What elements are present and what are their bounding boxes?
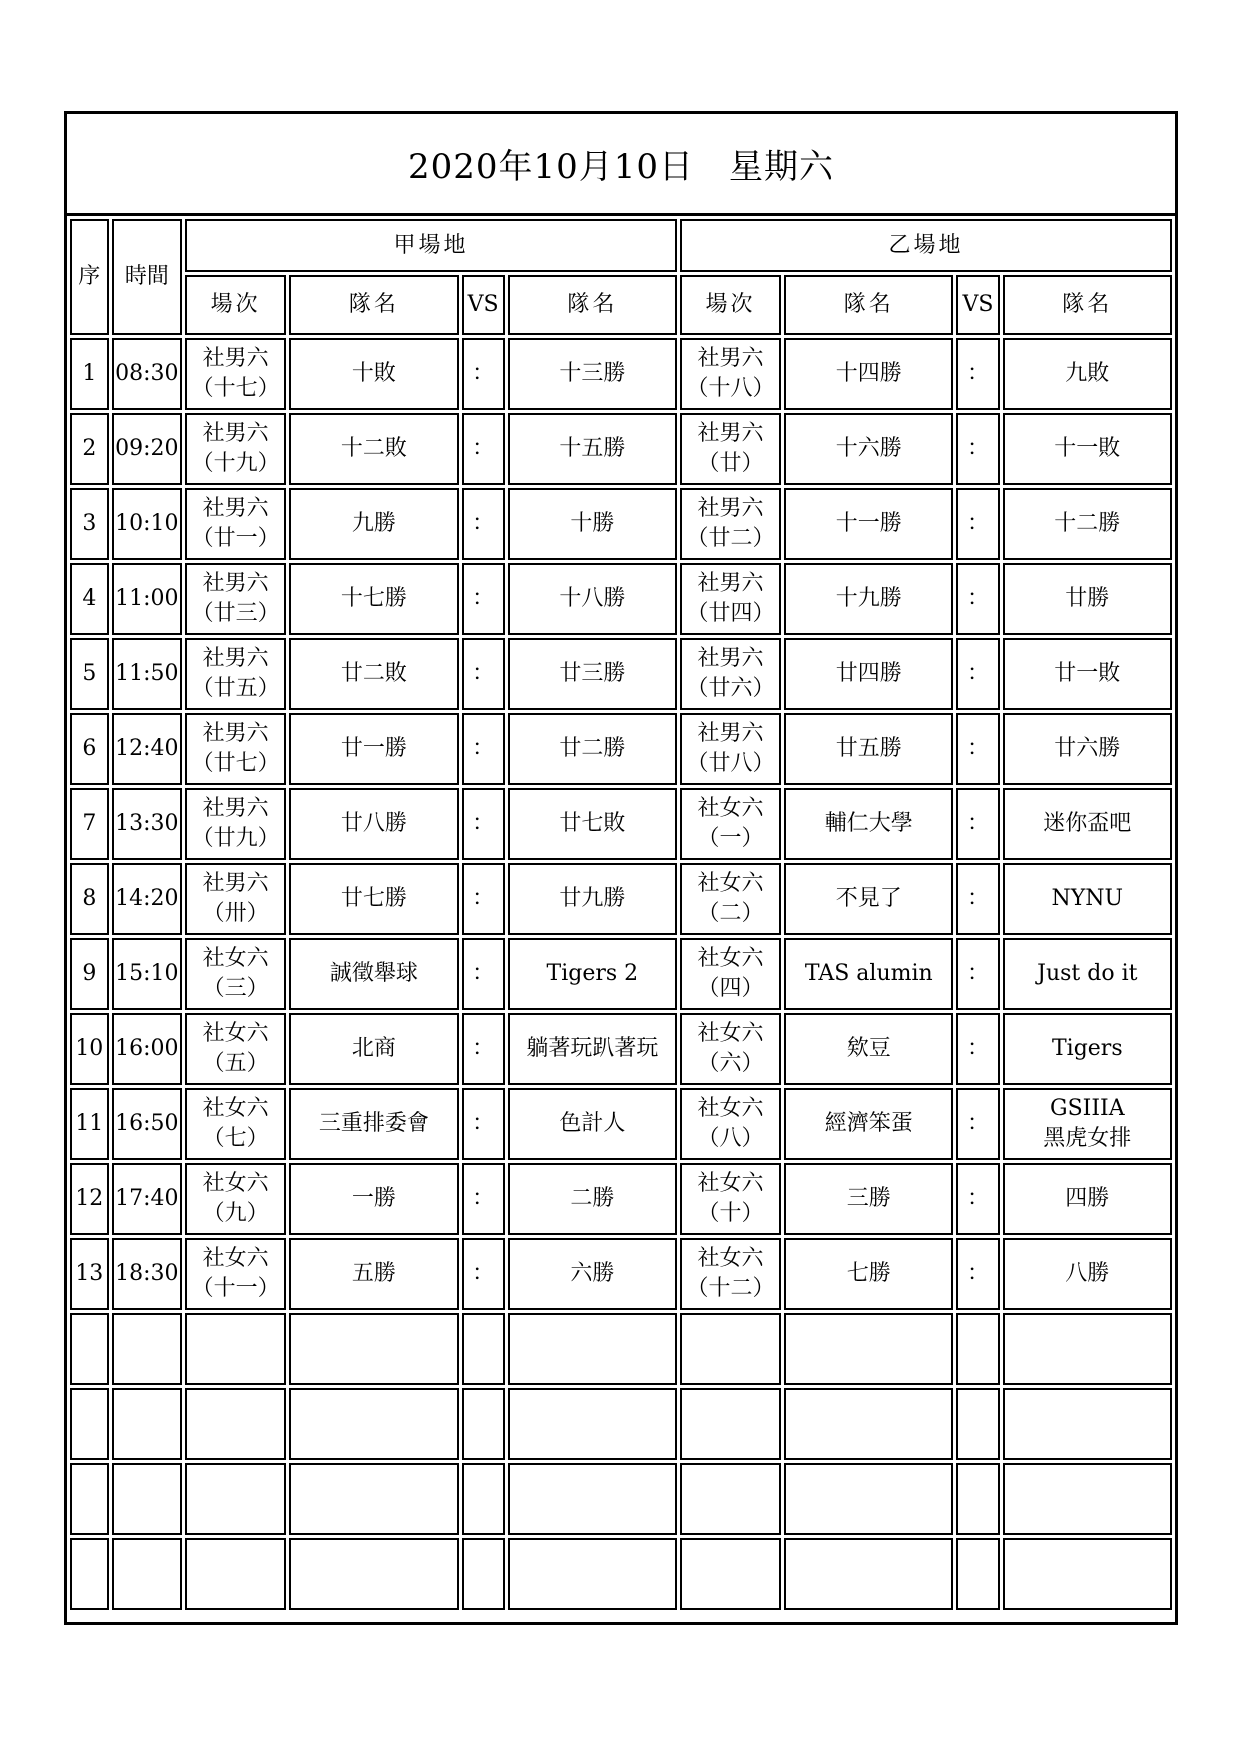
venue-b-separator: ： — [956, 1238, 999, 1310]
venue-b-team1: 十一勝 — [784, 488, 953, 560]
venue-a-team2: 十五勝 — [508, 413, 677, 485]
empty-cell — [462, 1538, 505, 1610]
header-b-match: 場次 — [680, 275, 781, 335]
venue-b-team2: 迷你盃吧 — [1003, 788, 1172, 860]
empty-cell — [956, 1313, 999, 1385]
venue-b-separator: ： — [956, 713, 999, 785]
empty-cell — [185, 1313, 286, 1385]
venue-b-team1: 三勝 — [784, 1163, 953, 1235]
header-row-venues — [70, 219, 1172, 272]
empty-cell — [289, 1388, 458, 1460]
match-division: 社女六 — [202, 1021, 269, 1047]
venue-b-separator: ： — [956, 1088, 999, 1160]
empty-cell — [508, 1313, 677, 1385]
row-time: 16:50 — [112, 1088, 182, 1160]
match-division: 社男六 — [202, 646, 269, 672]
venue-a-match — [185, 563, 286, 635]
empty-cell — [185, 1463, 286, 1535]
match-number: （十二） — [686, 1276, 775, 1301]
empty-cell — [956, 1388, 999, 1460]
row-time: 11:00 — [112, 563, 182, 635]
table-row — [70, 1163, 1172, 1235]
header-a-team2: 隊名 — [508, 275, 677, 335]
venue-a-team2: Tigers 2 — [508, 938, 677, 1010]
match-number: （廿六） — [686, 676, 775, 701]
match-division: 社女六 — [697, 1246, 764, 1272]
schedule-sheet — [64, 111, 1178, 1625]
venue-a-team2: 六勝 — [508, 1238, 677, 1310]
match-division: 社男六 — [697, 721, 764, 747]
empty-cell — [784, 1463, 953, 1535]
row-seq: 12 — [70, 1163, 109, 1235]
match-number: （五） — [202, 1051, 269, 1076]
row-time: 18:30 — [112, 1238, 182, 1310]
venue-b-match — [680, 1013, 781, 1085]
empty-cell — [112, 1388, 182, 1460]
empty-cell — [784, 1313, 953, 1385]
empty-cell — [185, 1538, 286, 1610]
match-division: 社女六 — [697, 1171, 764, 1197]
empty-cell — [462, 1463, 505, 1535]
empty-row — [70, 1463, 1172, 1535]
header-a-vs: VS — [462, 275, 505, 335]
row-time: 08:30 — [112, 338, 182, 410]
venue-a-team2: 二勝 — [508, 1163, 677, 1235]
empty-cell — [680, 1463, 781, 1535]
match-division: 社男六 — [202, 496, 269, 522]
venue-b-team1: TAS alumin — [784, 938, 953, 1010]
venue-a-separator: ： — [462, 563, 505, 635]
venue-b-separator: ： — [956, 863, 999, 935]
empty-cell — [1003, 1313, 1172, 1385]
venue-a-team1: 三重排委會 — [289, 1088, 458, 1160]
venue-b-match — [680, 638, 781, 710]
row-seq: 10 — [70, 1013, 109, 1085]
venue-b-team1: 十六勝 — [784, 413, 953, 485]
venue-a-separator: ： — [462, 938, 505, 1010]
venue-b-team2: 九敗 — [1003, 338, 1172, 410]
empty-cell — [1003, 1463, 1172, 1535]
venue-a-team1: 十敗 — [289, 338, 458, 410]
venue-a-team1: 五勝 — [289, 1238, 458, 1310]
table-row — [70, 488, 1172, 560]
row-time: 17:40 — [112, 1163, 182, 1235]
venue-a-separator: ： — [462, 488, 505, 560]
row-seq: 6 — [70, 713, 109, 785]
row-time: 15:10 — [112, 938, 182, 1010]
venue-a-team2: 躺著玩趴著玩 — [508, 1013, 677, 1085]
venue-a-separator: ： — [462, 788, 505, 860]
venue-b-match — [680, 413, 781, 485]
match-number: （十） — [697, 1201, 764, 1226]
venue-b-separator: ： — [956, 488, 999, 560]
empty-cell — [784, 1538, 953, 1610]
empty-cell — [70, 1313, 109, 1385]
table-row — [70, 1088, 1172, 1160]
empty-cell — [112, 1463, 182, 1535]
match-division: 社男六 — [697, 421, 764, 447]
match-division: 社男六 — [202, 421, 269, 447]
match-division: 社女六 — [202, 1246, 269, 1272]
venue-b-separator: ： — [956, 938, 999, 1010]
venue-a-match — [185, 338, 286, 410]
table-row — [70, 863, 1172, 935]
match-division: 社女六 — [202, 1171, 269, 1197]
header-a-team1: 隊名 — [289, 275, 458, 335]
venue-a-team1: 廿一勝 — [289, 713, 458, 785]
venue-a-team1: 十七勝 — [289, 563, 458, 635]
venue-a-separator: ： — [462, 1013, 505, 1085]
venue-a-match — [185, 413, 286, 485]
row-seq: 4 — [70, 563, 109, 635]
team-name-line: GSIIIA — [1050, 1096, 1125, 1122]
empty-cell — [1003, 1388, 1172, 1460]
header-venue-b: 乙場地 — [680, 219, 1172, 272]
match-number: （十九） — [191, 451, 280, 476]
match-number: （一） — [697, 826, 764, 851]
table-row — [70, 563, 1172, 635]
venue-b-team1: 廿四勝 — [784, 638, 953, 710]
venue-a-team2: 十八勝 — [508, 563, 677, 635]
match-number: （九） — [202, 1201, 269, 1226]
empty-cell — [680, 1538, 781, 1610]
empty-cell — [508, 1538, 677, 1610]
venue-a-team1: 九勝 — [289, 488, 458, 560]
venue-a-separator: ： — [462, 413, 505, 485]
empty-row — [70, 1313, 1172, 1385]
match-number: （廿四） — [686, 601, 775, 626]
empty-cell — [70, 1388, 109, 1460]
match-number: （七） — [202, 1126, 269, 1151]
empty-cell — [289, 1313, 458, 1385]
page-title: 2020年10月10日 星期六 — [67, 114, 1175, 216]
venue-a-team2: 色計人 — [508, 1088, 677, 1160]
venue-a-team1: 廿七勝 — [289, 863, 458, 935]
match-number: （六） — [697, 1051, 764, 1076]
venue-b-match — [680, 938, 781, 1010]
venue-b-match — [680, 1238, 781, 1310]
row-seq: 2 — [70, 413, 109, 485]
venue-b-team2: 八勝 — [1003, 1238, 1172, 1310]
match-division: 社女六 — [697, 796, 764, 822]
venue-b-team2: Tigers — [1003, 1013, 1172, 1085]
match-number: （二） — [697, 901, 764, 926]
match-number: （卅） — [202, 901, 269, 926]
table-row — [70, 638, 1172, 710]
header-row-columns — [70, 275, 1172, 335]
empty-cell — [185, 1388, 286, 1460]
venue-b-match — [680, 563, 781, 635]
row-time: 16:00 — [112, 1013, 182, 1085]
venue-a-separator: ： — [462, 338, 505, 410]
match-number: （三） — [202, 976, 269, 1001]
empty-cell — [289, 1463, 458, 1535]
venue-b-match — [680, 788, 781, 860]
match-division: 社女六 — [697, 1096, 764, 1122]
empty-cell — [70, 1538, 109, 1610]
venue-b-team2: 四勝 — [1003, 1163, 1172, 1235]
empty-cell — [289, 1538, 458, 1610]
table-row — [70, 788, 1172, 860]
empty-cell — [680, 1313, 781, 1385]
venue-a-separator: ： — [462, 1163, 505, 1235]
venue-a-match — [185, 863, 286, 935]
header-a-match: 場次 — [185, 275, 286, 335]
venue-a-match — [185, 713, 286, 785]
match-division: 社男六 — [202, 871, 269, 897]
row-time: 10:10 — [112, 488, 182, 560]
row-seq: 3 — [70, 488, 109, 560]
empty-cell — [112, 1313, 182, 1385]
venue-a-match — [185, 788, 286, 860]
venue-b-team1: 欸豆 — [784, 1013, 953, 1085]
row-seq: 1 — [70, 338, 109, 410]
venue-a-team1: 十二敗 — [289, 413, 458, 485]
row-time: 09:20 — [112, 413, 182, 485]
empty-cell — [508, 1388, 677, 1460]
empty-cell — [680, 1388, 781, 1460]
schedule-table — [67, 216, 1175, 1613]
match-division: 社男六 — [697, 346, 764, 372]
venue-a-separator: ： — [462, 1238, 505, 1310]
match-number: （廿七） — [191, 751, 280, 776]
venue-b-separator: ： — [956, 788, 999, 860]
match-division: 社男六 — [202, 571, 269, 597]
match-number: （八） — [697, 1126, 764, 1151]
match-number: （四） — [697, 976, 764, 1001]
venue-a-team1: 一勝 — [289, 1163, 458, 1235]
venue-a-match — [185, 638, 286, 710]
empty-cell — [112, 1538, 182, 1610]
match-number: （廿八） — [686, 751, 775, 776]
venue-a-team1: 廿二敗 — [289, 638, 458, 710]
venue-b-separator: ： — [956, 338, 999, 410]
header-venue-a: 甲場地 — [185, 219, 677, 272]
venue-a-match — [185, 1088, 286, 1160]
table-row — [70, 413, 1172, 485]
venue-b-team2: Just do it — [1003, 938, 1172, 1010]
venue-b-separator: ： — [956, 1163, 999, 1235]
empty-cell — [1003, 1538, 1172, 1610]
match-number: （廿九） — [191, 826, 280, 851]
empty-cell — [462, 1388, 505, 1460]
row-time: 13:30 — [112, 788, 182, 860]
venue-b-team2: 廿六勝 — [1003, 713, 1172, 785]
header-time: 時間 — [112, 219, 182, 335]
match-number: （十八） — [686, 376, 775, 401]
venue-a-separator: ： — [462, 638, 505, 710]
table-row — [70, 938, 1172, 1010]
empty-cell — [956, 1463, 999, 1535]
header-b-vs: VS — [956, 275, 999, 335]
venue-a-team2: 十勝 — [508, 488, 677, 560]
match-number: （十七） — [191, 376, 280, 401]
empty-cell — [784, 1388, 953, 1460]
empty-cell — [508, 1463, 677, 1535]
match-number: （廿一） — [191, 526, 280, 551]
table-row — [70, 1238, 1172, 1310]
venue-b-team2: 廿一敗 — [1003, 638, 1172, 710]
match-division: 社男六 — [697, 646, 764, 672]
match-division: 社女六 — [697, 946, 764, 972]
venue-b-team1: 十四勝 — [784, 338, 953, 410]
venue-b-match — [680, 488, 781, 560]
venue-a-team2: 廿七敗 — [508, 788, 677, 860]
venue-a-team1: 廿八勝 — [289, 788, 458, 860]
match-division: 社女六 — [697, 871, 764, 897]
header-b-team2: 隊名 — [1003, 275, 1172, 335]
venue-a-team2: 十三勝 — [508, 338, 677, 410]
venue-b-separator: ： — [956, 413, 999, 485]
venue-a-team2: 廿九勝 — [508, 863, 677, 935]
empty-cell — [462, 1313, 505, 1385]
match-division: 社男六 — [202, 721, 269, 747]
match-division: 社男六 — [202, 346, 269, 372]
match-number: （廿五） — [191, 676, 280, 701]
match-number: （廿） — [697, 451, 764, 476]
table-row — [70, 338, 1172, 410]
venue-b-match — [680, 338, 781, 410]
table-row — [70, 1013, 1172, 1085]
row-seq: 8 — [70, 863, 109, 935]
match-division: 社女六 — [202, 1096, 269, 1122]
empty-cell — [956, 1538, 999, 1610]
match-division: 社男六 — [697, 571, 764, 597]
venue-b-separator: ： — [956, 1013, 999, 1085]
venue-b-team1: 不見了 — [784, 863, 953, 935]
venue-b-match — [680, 863, 781, 935]
venue-a-match — [185, 488, 286, 560]
match-division: 社女六 — [202, 946, 269, 972]
row-time: 11:50 — [112, 638, 182, 710]
venue-a-team2: 廿三勝 — [508, 638, 677, 710]
row-seq: 13 — [70, 1238, 109, 1310]
venue-b-team1: 經濟笨蛋 — [784, 1088, 953, 1160]
venue-b-team2: NYNU — [1003, 863, 1172, 935]
venue-a-match — [185, 938, 286, 1010]
match-number: （十一） — [191, 1276, 280, 1301]
venue-b-team1: 廿五勝 — [784, 713, 953, 785]
venue-a-separator: ： — [462, 1088, 505, 1160]
venue-a-match — [185, 1238, 286, 1310]
venue-b-match — [680, 1088, 781, 1160]
venue-b-separator: ： — [956, 563, 999, 635]
row-time: 12:40 — [112, 713, 182, 785]
match-division: 社男六 — [697, 496, 764, 522]
row-seq: 11 — [70, 1088, 109, 1160]
venue-a-team2: 廿二勝 — [508, 713, 677, 785]
venue-a-team1: 北商 — [289, 1013, 458, 1085]
match-number: （廿二） — [686, 526, 775, 551]
venue-b-team2 — [1003, 1088, 1172, 1160]
match-division: 社女六 — [697, 1021, 764, 1047]
venue-b-team1: 輔仁大學 — [784, 788, 953, 860]
venue-a-separator: ： — [462, 863, 505, 935]
empty-cell — [70, 1463, 109, 1535]
venue-b-match — [680, 1163, 781, 1235]
venue-b-team1: 十九勝 — [784, 563, 953, 635]
venue-b-team2: 廿勝 — [1003, 563, 1172, 635]
header-b-team1: 隊名 — [784, 275, 953, 335]
venue-b-team2: 十二勝 — [1003, 488, 1172, 560]
team-name-line: 黑虎女排 — [1043, 1126, 1132, 1151]
row-seq: 9 — [70, 938, 109, 1010]
venue-a-match — [185, 1013, 286, 1085]
venue-b-team2: 十一敗 — [1003, 413, 1172, 485]
row-seq: 5 — [70, 638, 109, 710]
venue-a-team1: 誠徵舉球 — [289, 938, 458, 1010]
venue-b-team1: 七勝 — [784, 1238, 953, 1310]
venue-b-match — [680, 713, 781, 785]
venue-a-match — [185, 1163, 286, 1235]
match-division: 社男六 — [202, 796, 269, 822]
empty-row — [70, 1538, 1172, 1610]
match-number: （廿三） — [191, 601, 280, 626]
empty-row — [70, 1388, 1172, 1460]
row-seq: 7 — [70, 788, 109, 860]
row-time: 14:20 — [112, 863, 182, 935]
header-seq: 序 — [70, 219, 109, 335]
venue-a-separator: ： — [462, 713, 505, 785]
venue-b-separator: ： — [956, 638, 999, 710]
table-row — [70, 713, 1172, 785]
